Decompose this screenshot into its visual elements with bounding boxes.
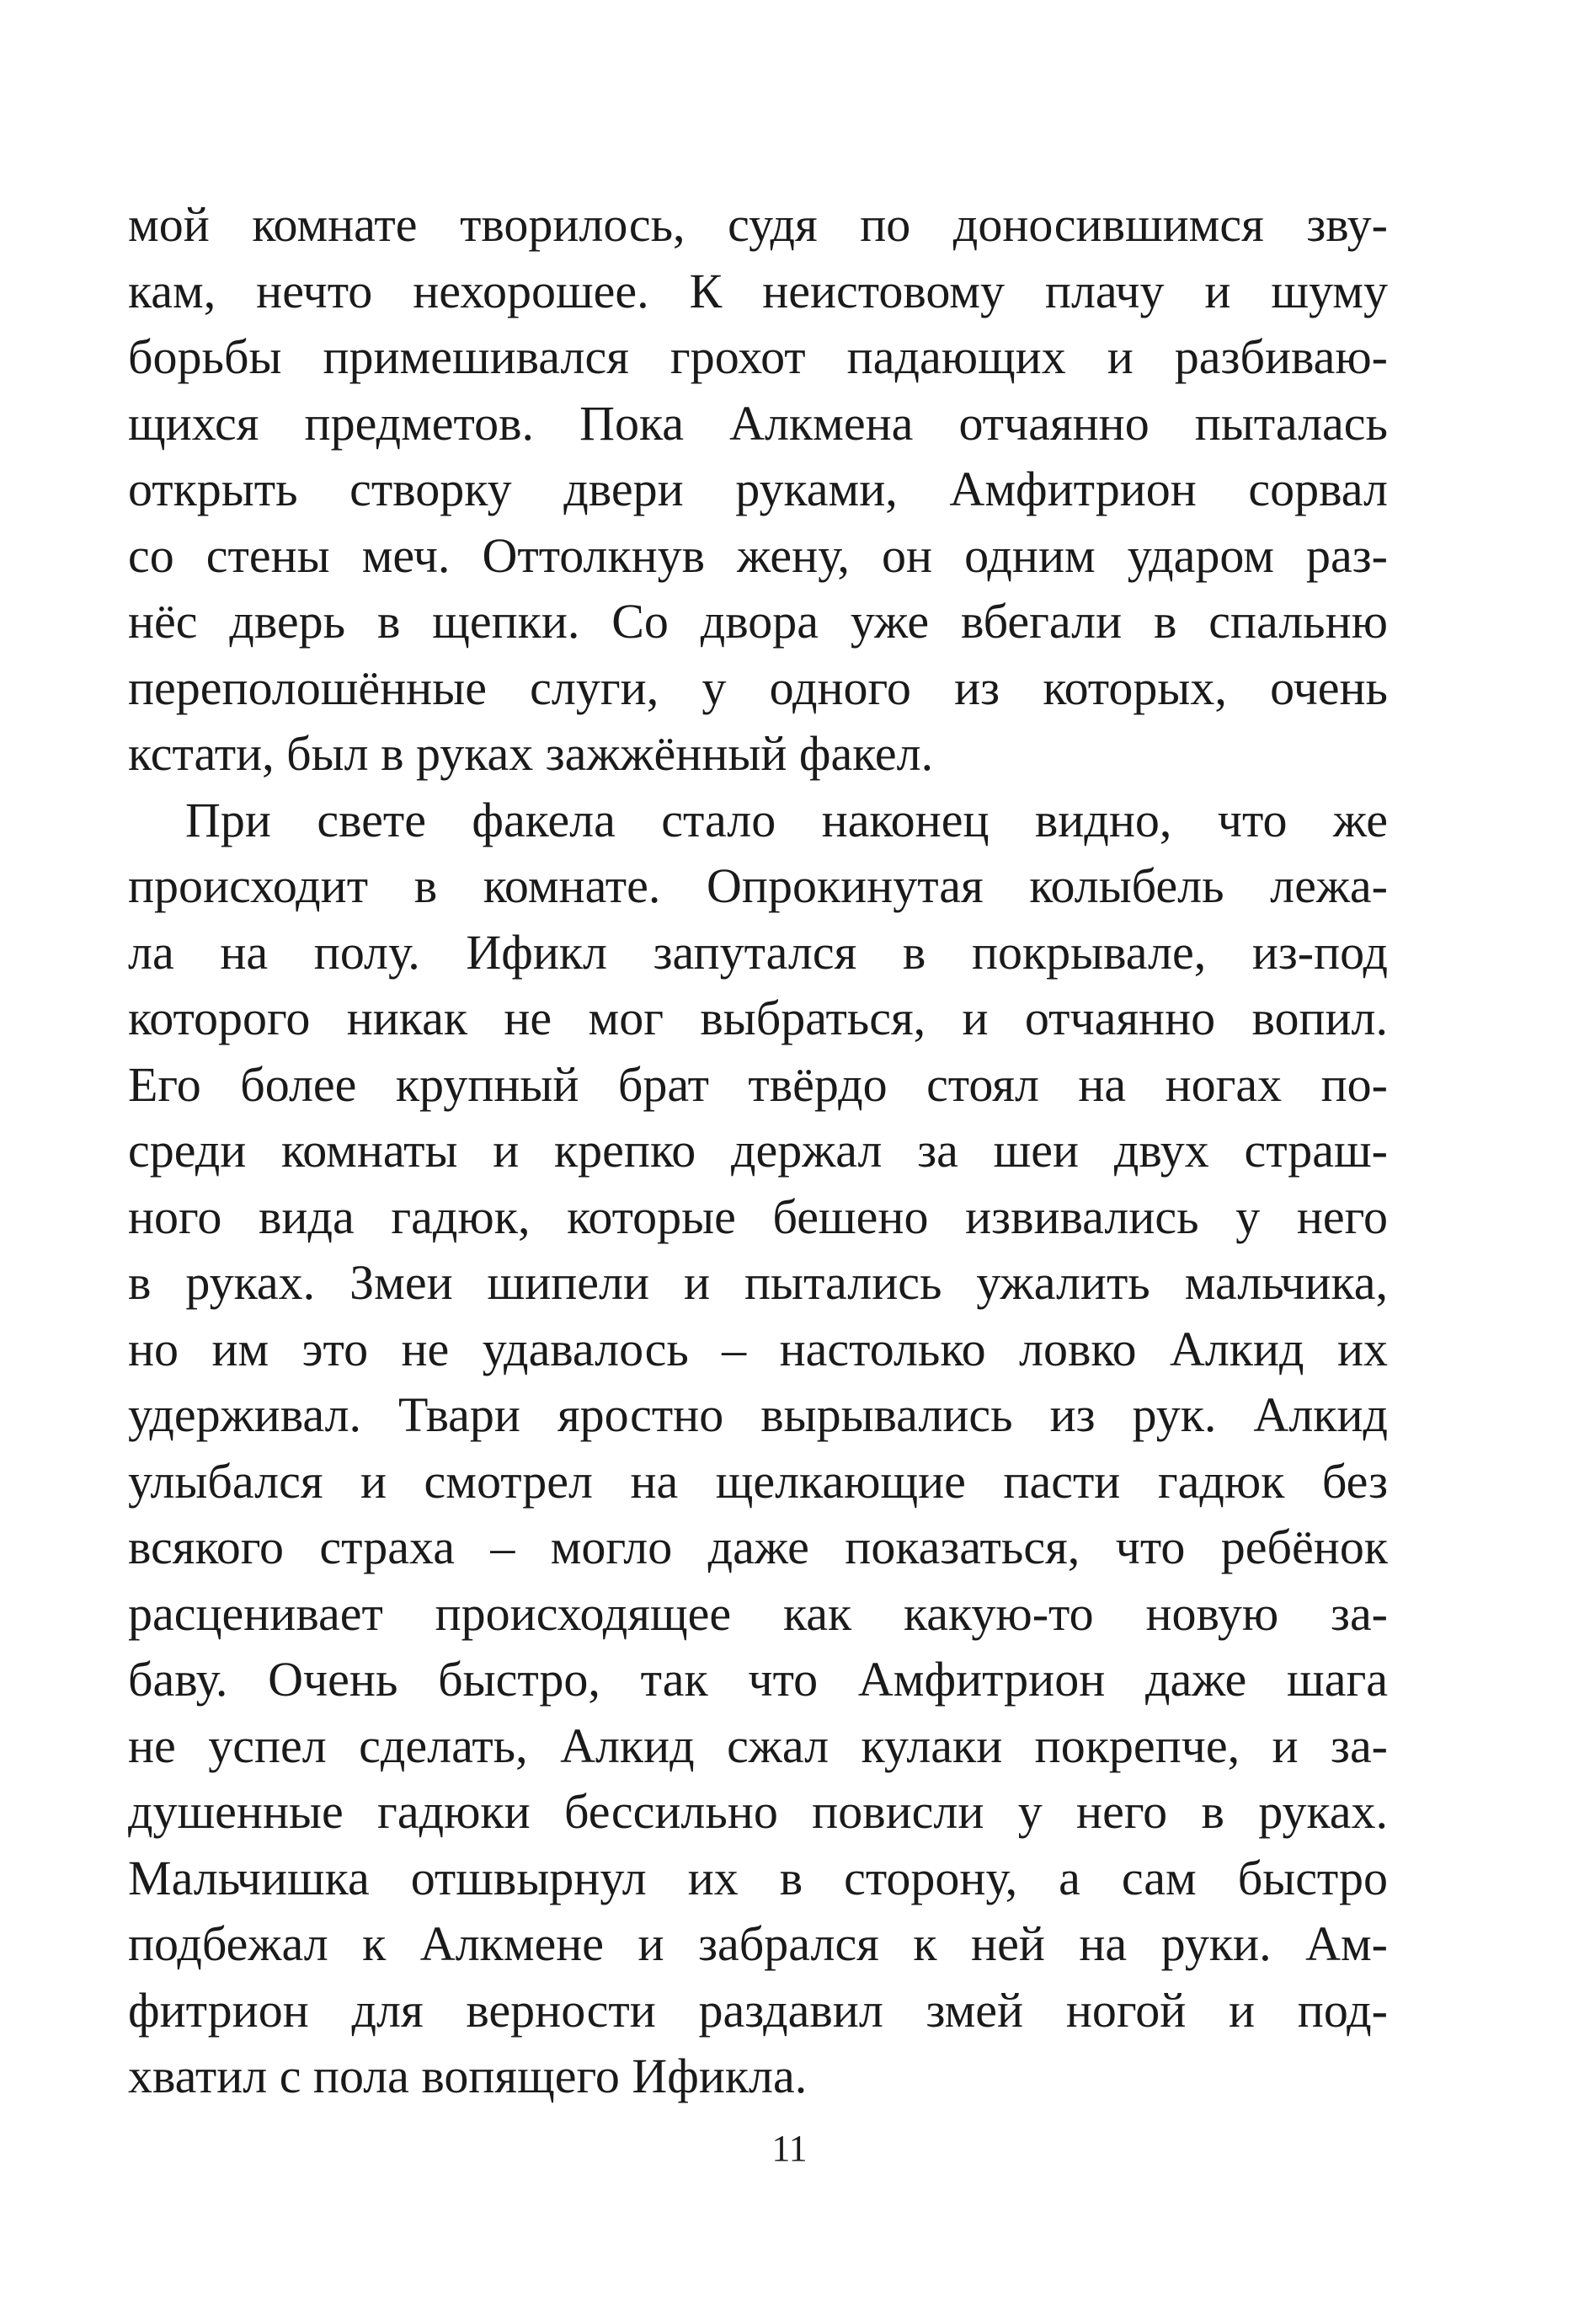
text-line: кам, нечто нехорошее. К неистовому плачу и шуму: [128, 263, 1388, 318]
text-line: ного вида гадюк, которые бешено извивались у него: [128, 1189, 1388, 1244]
text-line: происходит в комнате. Опрокинутая колыбель лежа-: [128, 858, 1388, 913]
text-line: ла на полу. Ификл запутался в покрывале, из-под: [128, 924, 1388, 980]
text-line: нёс дверь в щепки. Со двора уже вбегали в спальню: [128, 594, 1388, 649]
text-line: При свете факела стало наконец видно, что же: [185, 792, 1388, 847]
text-line: всякого страха – могло даже показаться, что ребёнок: [128, 1520, 1388, 1574]
text-line: улыбался и смотрел на щелкающие пасти гадюк без: [128, 1453, 1388, 1509]
body-text: [128, 192, 1388, 2110]
text-line: не успел сделать, Алкид сжал кулаки покрепче, и за-: [128, 1718, 1388, 1773]
text-line: Его более крупный брат твёрдо стоял на ногах по-: [128, 1056, 1388, 1112]
text-line: среди комнаты и крепко держал за шеи двух страш-: [128, 1123, 1388, 1178]
page-number: 11: [771, 2128, 808, 2169]
text-line: фитрион для верности раздавил змей ногой и под-: [128, 1982, 1388, 2038]
text-line: мой комнате творилось, судя по доносившимся зву-: [128, 197, 1388, 252]
text-line: но им это не удавалось – настолько ловко Алкид их: [128, 1321, 1388, 1376]
text-line: душенные гадюки бессильно повисли у него в руках.: [128, 1784, 1388, 1839]
text-line: удерживал. Твари яростно вырывались из рук. Алкид: [128, 1387, 1388, 1442]
text-line: которого никак не мог выбраться, и отчаянно вопил.: [128, 991, 1388, 1045]
text-line: в руках. Змеи шипели и пытались ужалить мальчика,: [128, 1255, 1388, 1310]
text-line: хватил с пола вопящего Ификла.: [128, 2049, 808, 2103]
text-line: со стены меч. Оттолкнув жену, он одним ударом раз-: [128, 527, 1388, 583]
text-line: борьбы примешивался грохот падающих и разбиваю-: [128, 329, 1388, 384]
text-line: кстати, был в руках зажжённый факел.: [128, 726, 934, 781]
text-line: Мальчишка отшвырнул их в сторону, а сам быстро: [128, 1850, 1388, 1905]
text-line: расценивает происходящее как какую-то новую за-: [128, 1585, 1388, 1641]
text-line: открыть створку двери руками, Амфитрион сорвал: [128, 462, 1388, 516]
text-line: подбежал к Алкмене и забрался к ней на руки. Ам-: [128, 1916, 1388, 1971]
text-line: баву. Очень быстро, так что Амфитрион даже шага: [128, 1652, 1388, 1707]
text-line: щихся предметов. Пока Алкмена отчаянно пыталась: [128, 395, 1388, 451]
text-line: переполошённые слуги, у одного из которых, очень: [128, 660, 1388, 715]
